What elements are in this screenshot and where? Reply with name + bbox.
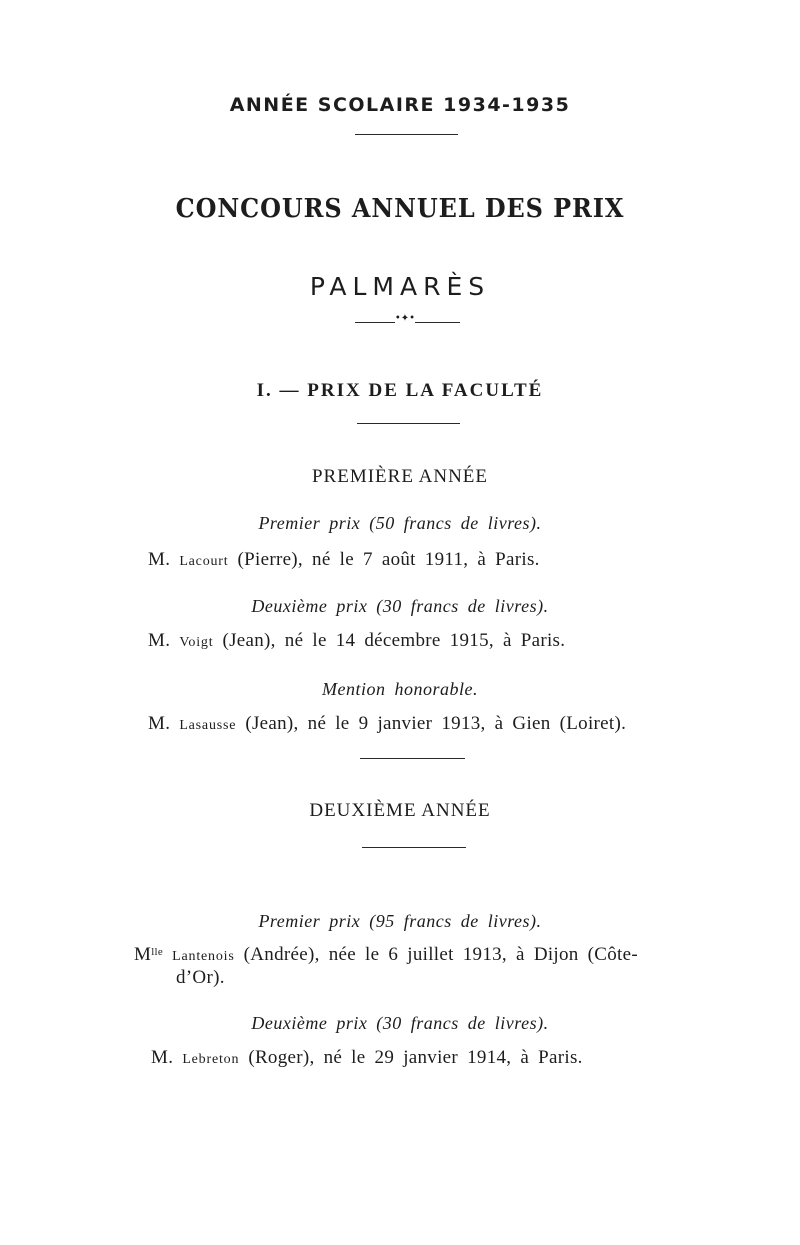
laureate-title: M. xyxy=(148,630,171,651)
ornament: •✦• xyxy=(394,313,416,324)
laureate-entry xyxy=(134,944,638,966)
divider xyxy=(355,134,458,135)
laureate-details: (Jean), né le 14 décembre 1915, à Paris. xyxy=(222,630,566,651)
laureate-surname: Lebreton xyxy=(182,1052,240,1067)
school-year-heading: ANNÉE SCOLAIRE 1934-1935 xyxy=(229,94,571,116)
first-year-heading: PREMIÈRE ANNÉE xyxy=(311,466,489,487)
laureate-surname: Lasausse xyxy=(179,718,237,733)
laureate-entry xyxy=(148,630,565,652)
laureate-details: (Andrée), née le 6 juillet 1913, à Dijon (Côte- xyxy=(243,944,638,965)
divider xyxy=(357,423,460,424)
prize-label: Deuxième prix (30 francs de livres). xyxy=(251,596,549,616)
prize-label: Premier prix (95 francs de livres). xyxy=(258,911,542,931)
laureate-details-continued: d’Or). xyxy=(176,967,225,988)
laureate-title: M. xyxy=(148,713,171,734)
laureate-title: $M^{lle}$ xyxy=(134,944,164,965)
section-title: I. — PRIX DE LA FACULTÉ xyxy=(256,380,544,401)
divider xyxy=(362,847,466,848)
laureate-entry xyxy=(151,1047,583,1069)
laureate-surname: Lantenois xyxy=(172,949,235,964)
divider xyxy=(360,758,465,759)
laureate-entry xyxy=(148,713,626,735)
laureate-surname: Lacourt xyxy=(179,554,229,569)
page-title: CONCOURS ANNUEL DES PRIX xyxy=(175,194,625,224)
prize-label: Mention honorable. xyxy=(322,679,478,699)
prize-label: Premier prix (50 francs de livres). xyxy=(258,513,542,533)
ornament-rule-left xyxy=(355,322,395,323)
laureate-surname: Voigt xyxy=(179,635,214,650)
laureate-details: (Pierre), né le 7 août 1911, à Paris. xyxy=(237,549,540,570)
laureate-title: M. xyxy=(148,549,171,570)
laureate-entry xyxy=(148,549,540,571)
laureate-title: M. xyxy=(151,1047,174,1068)
second-year-heading: DEUXIÈME ANNÉE xyxy=(309,800,491,821)
ornament-rule-right xyxy=(415,322,460,323)
subtitle: PALMARÈS xyxy=(309,272,491,301)
laureate-details: (Jean), né le 9 janvier 1913, à Gien (Loiret). xyxy=(245,713,627,734)
prize-label: Deuxième prix (30 francs de livres). xyxy=(251,1013,549,1033)
laureate-details: (Roger), né le 29 janvier 1914, à Paris. xyxy=(248,1047,583,1068)
